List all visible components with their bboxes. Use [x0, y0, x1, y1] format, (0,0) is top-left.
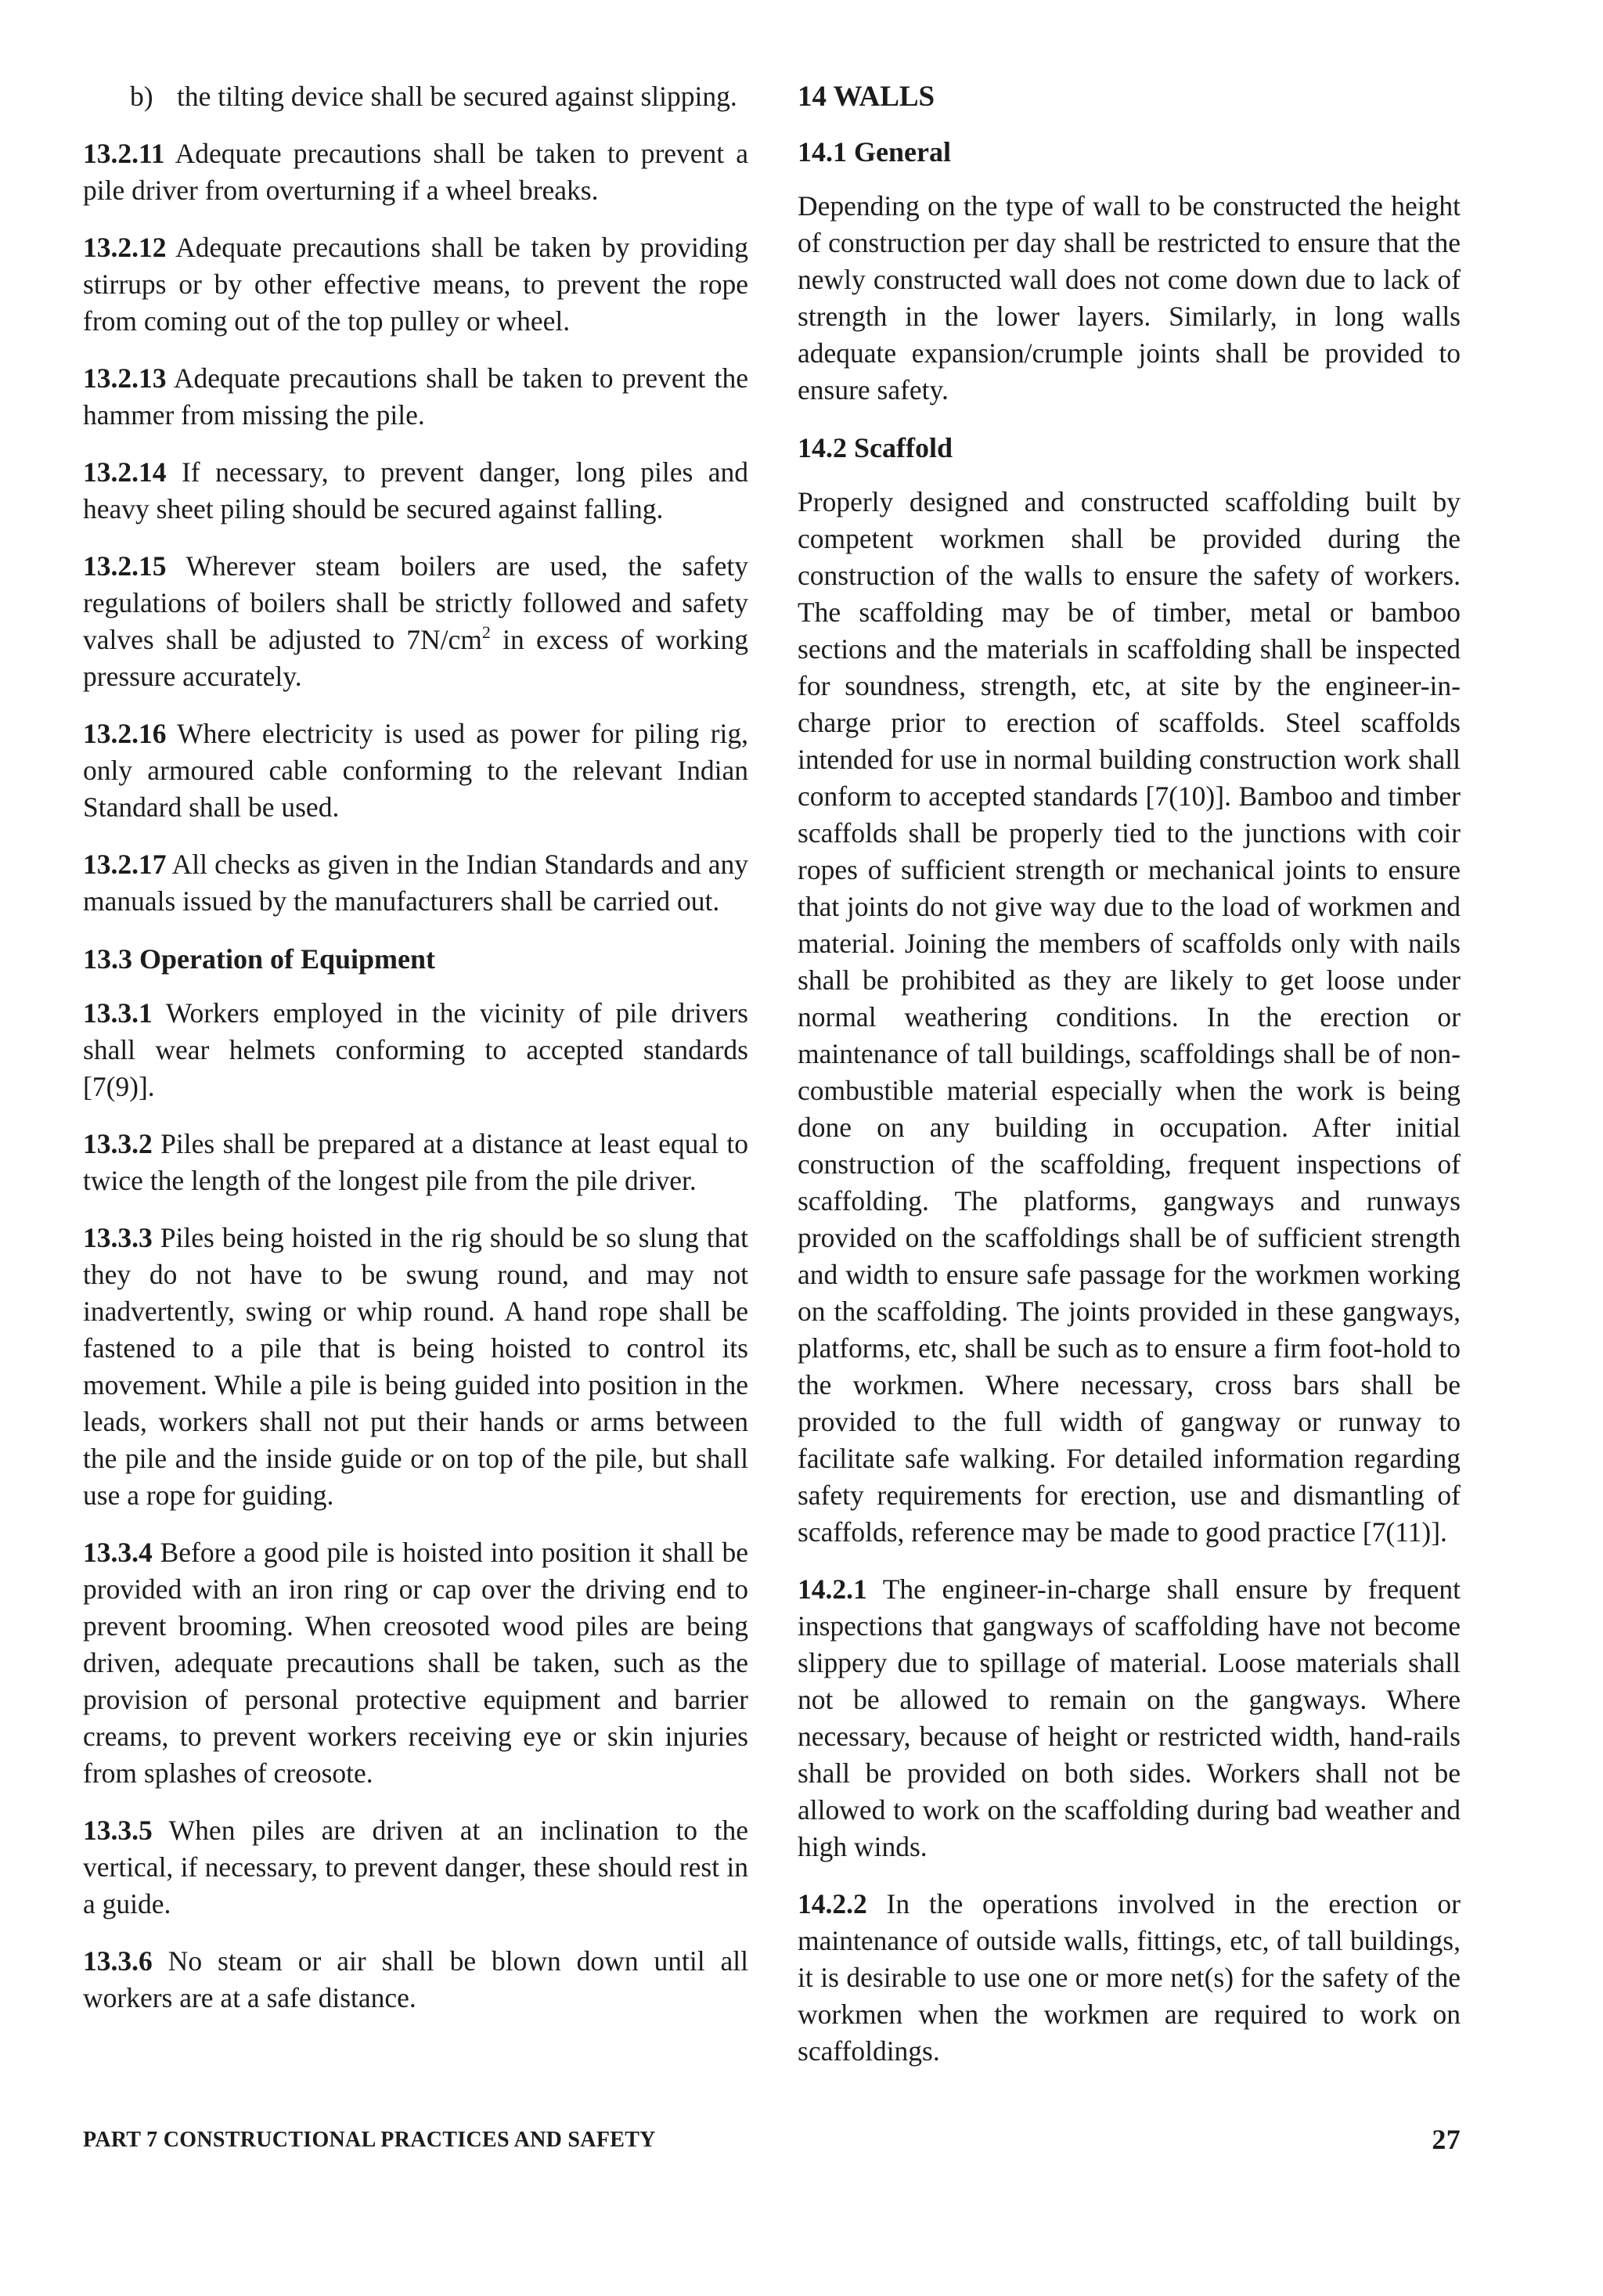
clause-13-3-6 — [83, 1943, 748, 2017]
right-column — [798, 78, 1461, 2090]
clause-13-3-3 — [83, 1220, 748, 1514]
clause-text: All checks as given in the Indian Standards and any manuals issued by the manufacturers shall be carried out. — [83, 849, 748, 917]
clause-text: Adequate precautions shall be taken to prevent a pile driver from overturning if a wheel breaks. — [83, 138, 748, 206]
clause-13-2-13 — [83, 360, 748, 434]
clause-13-3-2 — [83, 1126, 748, 1199]
clause-number: 14.2.2 — [798, 1888, 867, 1919]
clause-14-2-2 — [798, 1886, 1461, 2070]
heading-14-2-scaffold: 14.2 Scaffold — [798, 432, 953, 463]
clause-number: 13.2.14 — [83, 456, 167, 488]
left-column — [83, 78, 748, 2037]
clause-text: Where electricity is used as power for piling rig, only armoured cable conforming to the relevant Indian Standard shall be used. — [83, 718, 748, 823]
clause-13-2-17 — [83, 846, 748, 920]
clause-number: 13.3.1 — [83, 997, 153, 1029]
clause-number: 13.2.11 — [83, 138, 165, 169]
clause-13-3-1 — [83, 995, 748, 1105]
heading-13-3: 13.3 Operation of Equipment — [83, 943, 436, 975]
clause-number: 14.2.1 — [798, 1573, 867, 1605]
clause-number: 13.3.3 — [83, 1222, 153, 1253]
clause-text: Wherever steam boilers are used, the safety regulations of boilers shall be strictly followed and safety valves shall be adjusted to 7N/cm — [83, 550, 748, 655]
clause-text: Piles shall be prepared at a distance at least equal to twice the length of the longest pile from the pile driver. — [83, 1128, 748, 1196]
clause-text: Adequate precautions shall be taken by providing stirrups or by other effective means, to prevent the rope from coming out of the top pulley or wheel. — [83, 232, 748, 337]
clause-number: 13.2.12 — [83, 232, 167, 263]
clause-text: Piles being hoisted in the rig should be so slung that they do not have to be swung round, and may not inadvertently, swing or whip round. A hand rope shall be fastened to a pile that is being hoisted to control its movement. While a pile is being guided into position in the leads, workers shall not put their hands or arms between the pile and the inside guide or on top of the pile, but shall use a rope for guiding. — [83, 1222, 748, 1511]
clause-14-2: Properly designed and constructed scaffolding built by competent workmen shall be provided during the construction of the walls to ensure the safety of workers. The scaffolding may be of timber, metal or bamboo sections and the materials in scaffolding shall be inspected for soundness, strength, etc, at site by the engineer-in-charge prior to erection of scaffolds. Steel scaffolds intended for use in normal building construction work shall conform to accepted standards [7(10)]. Bamboo and timber scaffolds shall be properly tied to the junctions with coir ropes of sufficient strength or mechanical joints to ensure that joints do not give way due to the load of workmen and material. Joining the members of scaffolds only with nails shall be prohibited as they are likely to get loose under normal weathering conditions. In the erection or maintenance of tall buildings, scaffoldings shall be of non-combustible material especially when the work is being done on any building in occupation. After initial construction of the scaffolding, frequent inspections of scaffolding. The platforms, gangways and runways provided on the scaffoldings shall be of sufficient strength and width to ensure safe passage for the workmen working on the scaffolding. The joints provided in these gangways, platforms, etc, shall be such as to ensure a firm foot-hold to the workmen. Where necessary, cross bars shall be provided to the full width of gangway or runway to facilitate safe walking. For detailed information regarding safety requirements for erection, use and dismantling of scaffolds, reference may be made to good practice [7(11)]. — [798, 486, 1461, 1548]
clause-number: 13.3.6 — [83, 1945, 153, 1977]
clause-number: 13.2.17 — [83, 849, 167, 880]
clause-number: 13.3.2 — [83, 1128, 153, 1159]
clause-number: 13.3.5 — [83, 1815, 153, 1846]
heading-14-walls: 14 WALLS — [798, 81, 935, 113]
clause-number: 13.2.15 — [83, 550, 167, 582]
list-label: b) — [130, 81, 153, 112]
clause-14-2-1 — [798, 1571, 1461, 1865]
clause-text: Before a good pile is hoisted into position it shall be provided with an iron ring or cap over the driving end to prevent brooming. When creosoted wood piles are being driven, adequate precautions shall be taken, such as the provision of personal protective equipment and barrier creams, to prevent workers receiving eye or skin injuries from splashes of creosote. — [83, 1537, 748, 1789]
clause-text: If necessary, to prevent danger, long piles and heavy sheet piling should be secured against falling. — [83, 456, 748, 524]
clause-13-2-16 — [83, 715, 748, 826]
clause-13-2-14 — [83, 454, 748, 528]
clause-text: In the operations involved in the erection or maintenance of outside walls, fittings, etc, of tall buildings, it is desirable to use one or more net(s) for the safety of the workmen when the workmen are required to work on scaffoldings. — [798, 1888, 1461, 2067]
clause-14-1: Depending on the type of wall to be constructed the height of construction per day shall be restricted to ensure that the newly constructed wall does not come down due to lack of strength in the lower layers. Similarly, in long walls adequate expansion/crumple joints shall be provided to ensure safety. — [798, 190, 1461, 405]
clause-text: When piles are driven at an inclination to the vertical, if necessary, to prevent danger, these should rest in a guide. — [83, 1815, 748, 1919]
clause-text: Workers employed in the vicinity of pile drivers shall wear helmets conforming to accepted standards [7(9)]. — [83, 997, 748, 1102]
clause-13-3-4 — [83, 1534, 748, 1792]
clause-text-continued: in excess of working pressure accurately. — [83, 624, 748, 692]
clause-text: The engineer-in-charge shall ensure by frequent inspections that gangways of scaffolding have not become slippery due to spillage of material. Loose materials shall not be allowed to remain on the gangways. Where necessary, because of height or restricted width, hand-rails shall be provided on both sides. Workers shall not be allowed to work on the scaffolding during bad weather and high winds. — [798, 1573, 1461, 1862]
clause-13-2-12 — [83, 229, 748, 340]
heading-14-1-general: 14.1 General — [798, 136, 951, 168]
clause-number: 13.2.13 — [83, 362, 167, 394]
clause-number: 13.2.16 — [83, 718, 167, 749]
footer-part-title: PART 7 CONSTRUCTIONAL PRACTICES AND SAFETY — [83, 2128, 656, 2152]
clause-text: Adequate precautions shall be taken to prevent the hammer from missing the pile. — [83, 362, 748, 431]
clause-13-3-5 — [83, 1812, 748, 1923]
superscript: 2 — [481, 622, 491, 642]
clause-13-2-11 — [83, 135, 748, 209]
page-number: 27 — [1432, 2124, 1461, 2155]
list-item-b — [83, 78, 748, 115]
clause-13-2-15 — [83, 548, 748, 695]
list-text: the tilting device shall be secured against slipping. — [177, 81, 737, 112]
clause-number: 13.3.4 — [83, 1537, 153, 1568]
clause-text: No steam or air shall be blown down until all workers are at a safe distance. — [83, 1945, 748, 2013]
